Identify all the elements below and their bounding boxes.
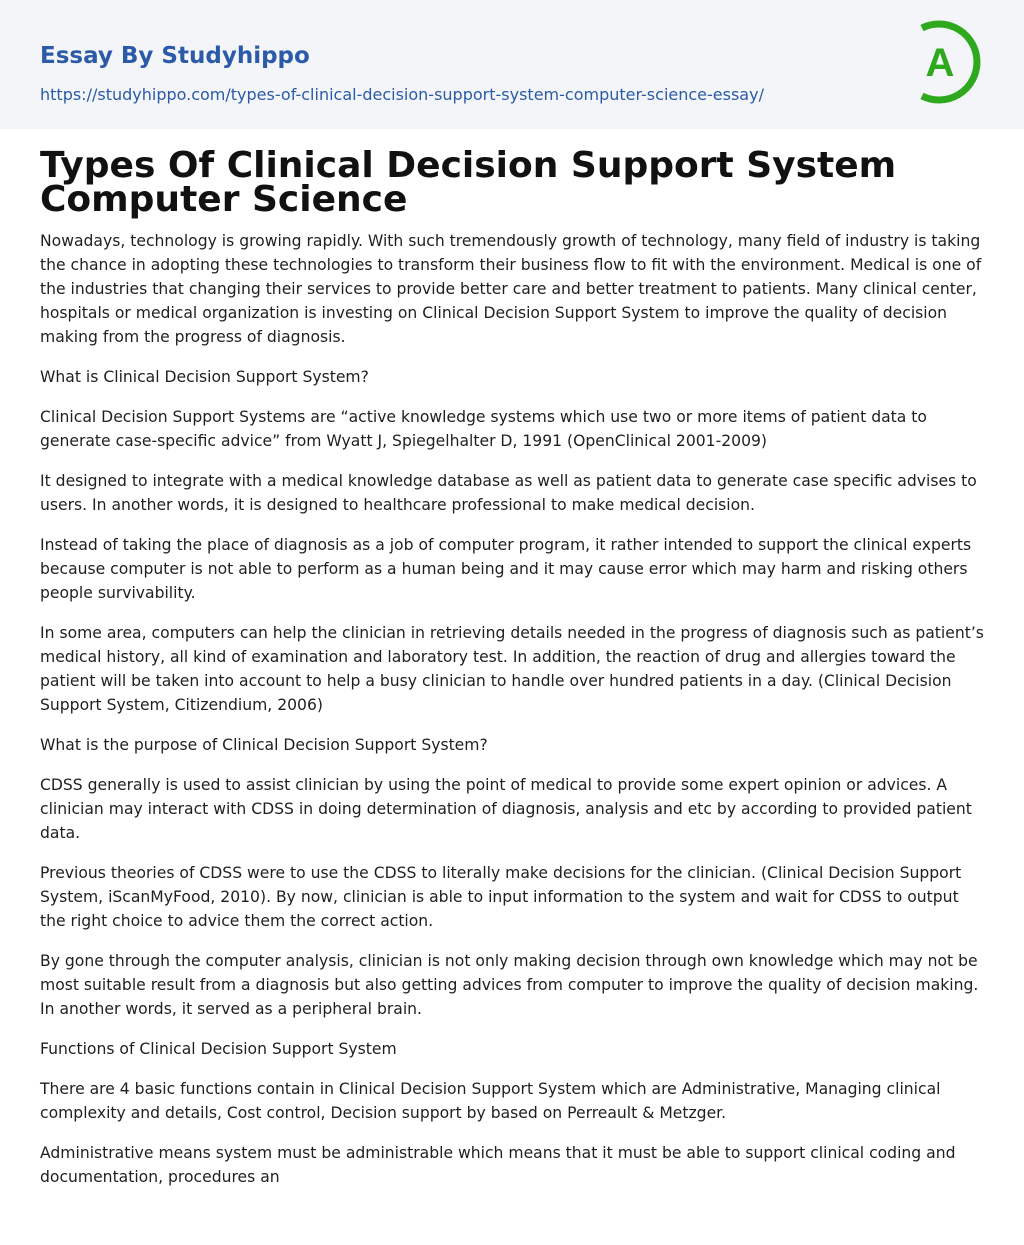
essay-url-link[interactable]: https://studyhippo.com/types-of-clinical-decision-support-system-computer-science-essay/	[40, 85, 764, 104]
site-header	[0, 0, 1024, 129]
logo-letter: A	[925, 41, 955, 85]
essay-paragraph: Nowadays, technology is growing rapidly. With such tremendously growth of technology, many field of industry is taking the chance in adopting these technologies to transform their business flow to fit with the environment. Medical is one of the industries that changing their services to provide better care and better treatment to patients. Many clinical center, hospitals or medical organization is investing on Clinical Decision Support System to improve the quality of decision making from the progress of diagnosis.	[40, 232, 982, 346]
essay-paragraph: In some area, computers can help the clinician in retrieving details needed in the progress of diagnosis such as patient’s medical history, all kind of examination and laboratory test. In addition, the reaction of drug and allergies toward the patient will be taken into account to help a busy clinician to handle over hundred patients in a day. (Clinical Decision Support System, Citizendium, 2006)	[40, 624, 984, 714]
essay-body	[40, 229, 984, 1189]
essay-content	[0, 129, 1024, 1189]
essay-paragraph: Clinical Decision Support Systems are “active knowledge systems which use two or more items of patient data to generate case-specific advice” from Wyatt J, Spiegelhalter D, 1991 (OpenClinical 2001-2009)	[40, 408, 927, 450]
essay-paragraph: It designed to integrate with a medical knowledge database as well as patient data to generate case specific advises to users. In another words, it is designed to healthcare professional to make medical decision.	[40, 472, 977, 514]
essay-paragraph: CDSS generally is used to assist clinician by using the point of medical to provide some expert opinion or advices. A clinician may interact with CDSS in doing determination of diagnosis, analysis and etc by according to provided patient data.	[40, 776, 972, 842]
essay-paragraph: There are 4 basic functions contain in Clinical Decision Support System which are Administrative, Managing clinical complexity and details, Cost control, Decision support by based on Perreault & Metzger.	[40, 1080, 941, 1122]
essay-paragraph: What is Clinical Decision Support System?	[40, 368, 369, 386]
studyhippo-logo-icon[interactable]	[912, 20, 986, 104]
essay-paragraph: Administrative means system must be administrable which means that it must be able to support clinical coding and documentation, procedures an	[40, 1144, 956, 1186]
essay-paragraph: What is the purpose of Clinical Decision Support System?	[40, 736, 488, 754]
essay-paragraph: By gone through the computer analysis, clinician is not only making decision through own knowledge which may not be most suitable result from a diagnosis but also getting advices from computer to improve the quality of decision making. In another words, it served as a peripheral brain.	[40, 952, 979, 1018]
site-brand[interactable]: Essay By Studyhippo	[40, 43, 310, 69]
essay-paragraph: Instead of taking the place of diagnosis as a job of computer program, it rather intended to support the clinical experts because computer is not able to perform as a human being and it may cause error which may harm and risking others people survivability.	[40, 536, 972, 602]
essay-paragraph: Functions of Clinical Decision Support System	[40, 1040, 397, 1058]
essay-paragraph: Previous theories of CDSS were to use the CDSS to literally make decisions for the clinician. (Clinical Decision Support System, iScanMyFood, 2010). By now, clinician is able to input information to the system and wait for CDSS to output the right choice to advice them the correct action.	[40, 864, 962, 930]
essay-title: Types Of Clinical Decision Support System Computer Science	[40, 145, 897, 220]
